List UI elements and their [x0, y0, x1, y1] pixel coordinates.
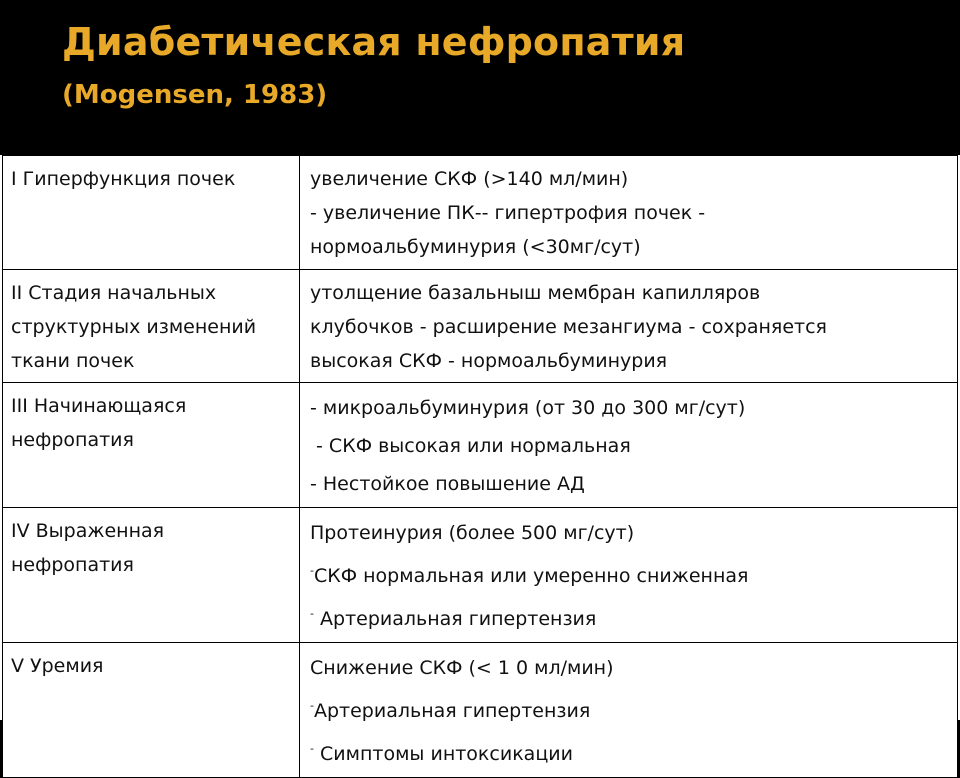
stage-label: III Начинающаяся нефропатия: [11, 395, 187, 451]
slide-title: Диабетическая нефропатия: [62, 20, 686, 64]
description-line: [310, 595, 947, 638]
stage-cell: [3, 270, 300, 383]
slide-header: [0, 0, 960, 150]
table-row: [3, 643, 958, 778]
description-line: клубочков - расширение мезангиума - сохраняется: [310, 316, 827, 338]
description-cell: [300, 383, 958, 508]
description-line: - увеличение ПК-- гипертрофия почек -: [310, 202, 706, 224]
slide-subtitle: (Mogensen, 1983): [62, 80, 328, 110]
table-row: [3, 270, 958, 383]
stage-cell: [3, 156, 300, 270]
description-line: [310, 552, 947, 595]
bullet-dash: -: [310, 699, 314, 712]
description-line: Протеинурия (более 500 мг/сут): [310, 522, 635, 544]
description-cell: [300, 270, 958, 383]
description-cell: [300, 156, 958, 270]
description-line: высокая СКФ - нормоальбуминурия: [310, 350, 668, 372]
description-text: Артериальная гипертензия: [320, 608, 597, 630]
bullet-dash: -: [310, 742, 314, 755]
table-row: [3, 156, 958, 270]
description-line: Снижение СКФ (< 1 0 мл/мин): [310, 657, 614, 679]
description-text: Артериальная гипертензия: [313, 700, 591, 722]
stage-label: I Гиперфункция почек: [11, 168, 236, 190]
description-cell: [300, 508, 958, 643]
table-row: [3, 508, 958, 643]
bullet-dash: -: [310, 564, 314, 577]
description-line: нормоальбуминурия (<30мг/сут): [310, 236, 641, 258]
stages-table: [2, 155, 958, 778]
description-line: [310, 730, 947, 773]
stage-label: V Уремия: [11, 655, 104, 677]
description-line: [310, 687, 947, 730]
bullet-dash: -: [310, 607, 314, 620]
description-cell: [300, 643, 958, 778]
description-line: - Нестойкое повышение АД: [310, 473, 585, 495]
description-line: - микроальбуминурия (от 30 до 300 мг/сут): [310, 397, 746, 419]
description-line: - СКФ высокая или нормальная: [310, 435, 631, 457]
stage-cell: [3, 383, 300, 508]
stage-cell: [3, 508, 300, 643]
description-text: СКФ нормальная или умеренно сниженная: [313, 565, 749, 587]
stage-label: II Стадия начальных структурных изменений ткани почек: [11, 282, 257, 372]
description-line: увеличение СКФ (>140 мл/мин): [310, 168, 629, 190]
table-area: [0, 155, 960, 765]
stage-cell: [3, 643, 300, 778]
description-line: утолщение базальныш мембран капилляров: [310, 282, 761, 304]
stage-label: IV Выраженная нефропатия: [11, 520, 165, 576]
table-row: [3, 383, 958, 508]
description-text: Симптомы интоксикации: [320, 743, 573, 765]
